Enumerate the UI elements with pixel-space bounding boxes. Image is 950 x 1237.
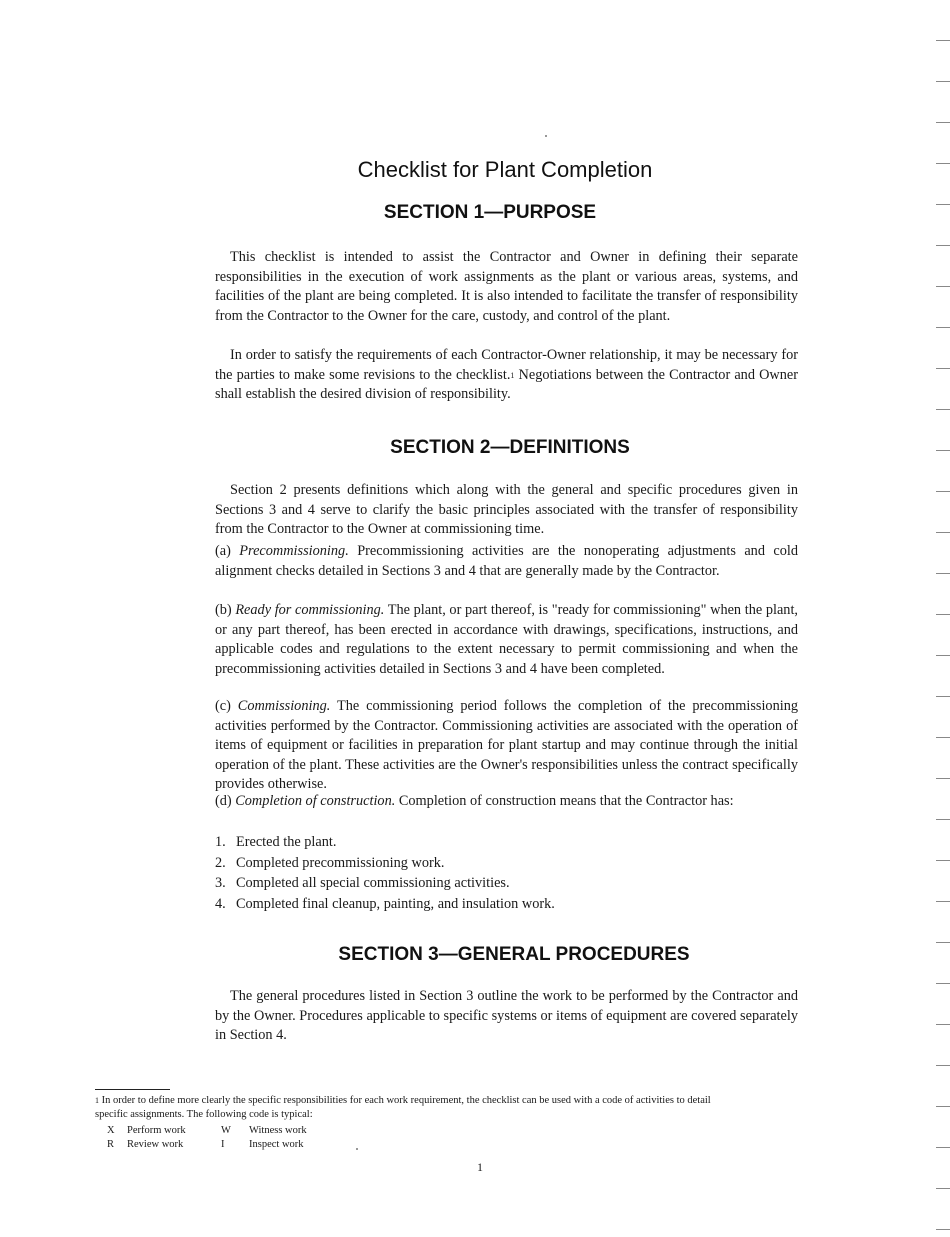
edge-dash xyxy=(936,204,950,205)
list-text: Completed final cleanup, painting, and insulation work. xyxy=(236,895,555,912)
edge-dash xyxy=(936,40,950,41)
edge-dash xyxy=(936,163,950,164)
footnote-marker: 1 xyxy=(95,1096,99,1105)
definition-a xyxy=(215,542,798,581)
edge-dash xyxy=(936,655,950,656)
footnote-text: In order to define more clearly the specific responsibilities for each work requirement, the checklist can be used with a code of activities to detail specific assignments. The following code is typical: xyxy=(95,1095,711,1120)
paragraph-text: Negotiations between the Contractor and Owner shall establish the desired division of responsibility. xyxy=(215,366,798,402)
edge-dash xyxy=(936,1024,950,1025)
section-3-paragraph-1: The general procedures listed in Section 3 outline the work to be performed by the Contractor and by the Owner. Procedures applicable to specific systems or items of equipment are covered separately in Section 4. xyxy=(215,988,798,1043)
edge-dash xyxy=(936,532,950,533)
edge-dash xyxy=(936,409,950,410)
edge-dash xyxy=(936,737,950,738)
code-letter: W xyxy=(221,1125,231,1136)
code-meaning: Review work xyxy=(127,1139,184,1150)
edge-dash xyxy=(936,942,950,943)
list-number: 2. xyxy=(215,854,226,871)
definition-text: Precommissioning activities are the nonoperating adjustments and cold alignment checks detailed in Sections 3 and 4 that are generally made by the Contractor. xyxy=(215,543,799,579)
section-1-paragraph-1: This checklist is intended to assist the Contractor and Owner in defining their separate responsibilities in the execution of work assignments as the plant or various areas, systems, and facilities of the plant are being completed. It is also intended to facilitate the transfer of responsibility from the Contractor to the Owner for the care, custody, and control of the plant. xyxy=(215,249,798,324)
code-letter: R xyxy=(107,1139,115,1150)
definition-text: The plant, or part thereof, is "ready for commissioning" when the plant, or any part thereof, has been erected in accordance with drawings, specifications, instructions, and applicable codes and regulations to the extent necessary to permit commissioning and when the precommissioning activities detailed in Sections 3 and 4 have been completed. xyxy=(215,602,798,677)
edge-dash xyxy=(936,1188,950,1189)
section-1-heading: SECTION 1—PURPOSE xyxy=(383,202,597,223)
edge-dash xyxy=(936,81,950,82)
scan-edge-marks xyxy=(930,0,950,1237)
definition-d xyxy=(215,792,798,812)
edge-dash xyxy=(936,819,950,820)
scan-speck xyxy=(545,135,547,137)
section-2-heading: SECTION 2—DEFINITIONS xyxy=(390,437,630,458)
definition-label: (d) xyxy=(215,793,232,809)
definition-c xyxy=(215,697,798,795)
edge-dash xyxy=(936,1065,950,1066)
paragraph-text: In order to satisfy the requirements of each Contractor-Owner relationship, it may be necessary for the parties to make some revisions to the checklist. xyxy=(215,347,798,383)
definition-label: (b) xyxy=(215,602,232,618)
code-letter: X xyxy=(107,1125,115,1136)
edge-dash xyxy=(936,122,950,123)
edge-dash xyxy=(936,901,950,902)
edge-dash xyxy=(936,245,950,246)
list-text: Completed precommissioning work. xyxy=(236,854,445,871)
definition-term: Commissioning. xyxy=(237,698,331,714)
definition-label: (c) xyxy=(215,698,231,714)
edge-dash xyxy=(936,491,950,492)
scan-speck xyxy=(356,1148,358,1150)
definition-text: Completion of construction means that the Contractor has: xyxy=(398,793,734,809)
edge-dash xyxy=(936,327,950,328)
edge-dash xyxy=(936,614,950,615)
list-item xyxy=(215,853,555,874)
footnote-reference: 1 xyxy=(510,370,515,380)
section-3-heading: SECTION 3—GENERAL PROCEDURES xyxy=(338,944,690,965)
definition-term: Precommissioning. xyxy=(239,543,349,559)
document-title: Checklist for Plant Completion xyxy=(357,157,653,182)
definition-text: The commissioning period follows the completion of the precommissioning activities performed by the Contractor. Commissioning activities are associated with the operation of items of equipment or facilities in preparation for plant startup and may continue through the initial operation of the plant. These activities are the Owner's responsibilities unless the contract specifically provides otherwise. xyxy=(215,698,798,792)
page-number: 1 xyxy=(477,1160,483,1174)
code-letter: I xyxy=(221,1139,225,1150)
edge-dash xyxy=(936,368,950,369)
edge-dash xyxy=(936,1147,950,1148)
definition-term: Completion of construction. xyxy=(235,793,396,809)
footnote xyxy=(95,1094,715,1122)
section-1-paragraph-2 xyxy=(215,346,798,405)
list-text: Completed all special commissioning activities. xyxy=(236,875,510,891)
definition-term: Ready for commissioning. xyxy=(235,602,385,618)
list-number: 4. xyxy=(215,895,226,912)
list-number: 3. xyxy=(215,875,226,891)
code-meaning: Inspect work xyxy=(249,1139,304,1150)
list-item xyxy=(215,832,555,853)
edge-dash xyxy=(936,286,950,287)
edge-dash xyxy=(936,983,950,984)
edge-dash xyxy=(936,1229,950,1230)
list-item xyxy=(215,894,555,915)
footnote-rule xyxy=(95,1089,170,1090)
code-meaning: Witness work xyxy=(249,1125,307,1136)
definition-b xyxy=(215,601,798,679)
edge-dash xyxy=(936,696,950,697)
edge-dash xyxy=(936,860,950,861)
code-row xyxy=(107,1138,304,1152)
list-item xyxy=(215,873,555,894)
code-meaning: Perform work xyxy=(127,1125,186,1136)
edge-dash xyxy=(936,450,950,451)
code-row xyxy=(107,1124,307,1138)
list-number: 1. xyxy=(215,834,226,850)
list-text: Erected the plant. xyxy=(236,834,337,850)
edge-dash xyxy=(936,573,950,574)
definition-label: (a) xyxy=(215,543,231,559)
edge-dash xyxy=(936,1106,950,1107)
edge-dash xyxy=(936,778,950,779)
completion-list xyxy=(215,832,555,914)
section-2-intro: Section 2 presents definitions which along with the general and specific procedures given in Sections 3 and 4 serve to clarify the basic principles associated with the transfer of responsibility from the Contractor to the Owner at commissioning time. xyxy=(215,482,798,537)
